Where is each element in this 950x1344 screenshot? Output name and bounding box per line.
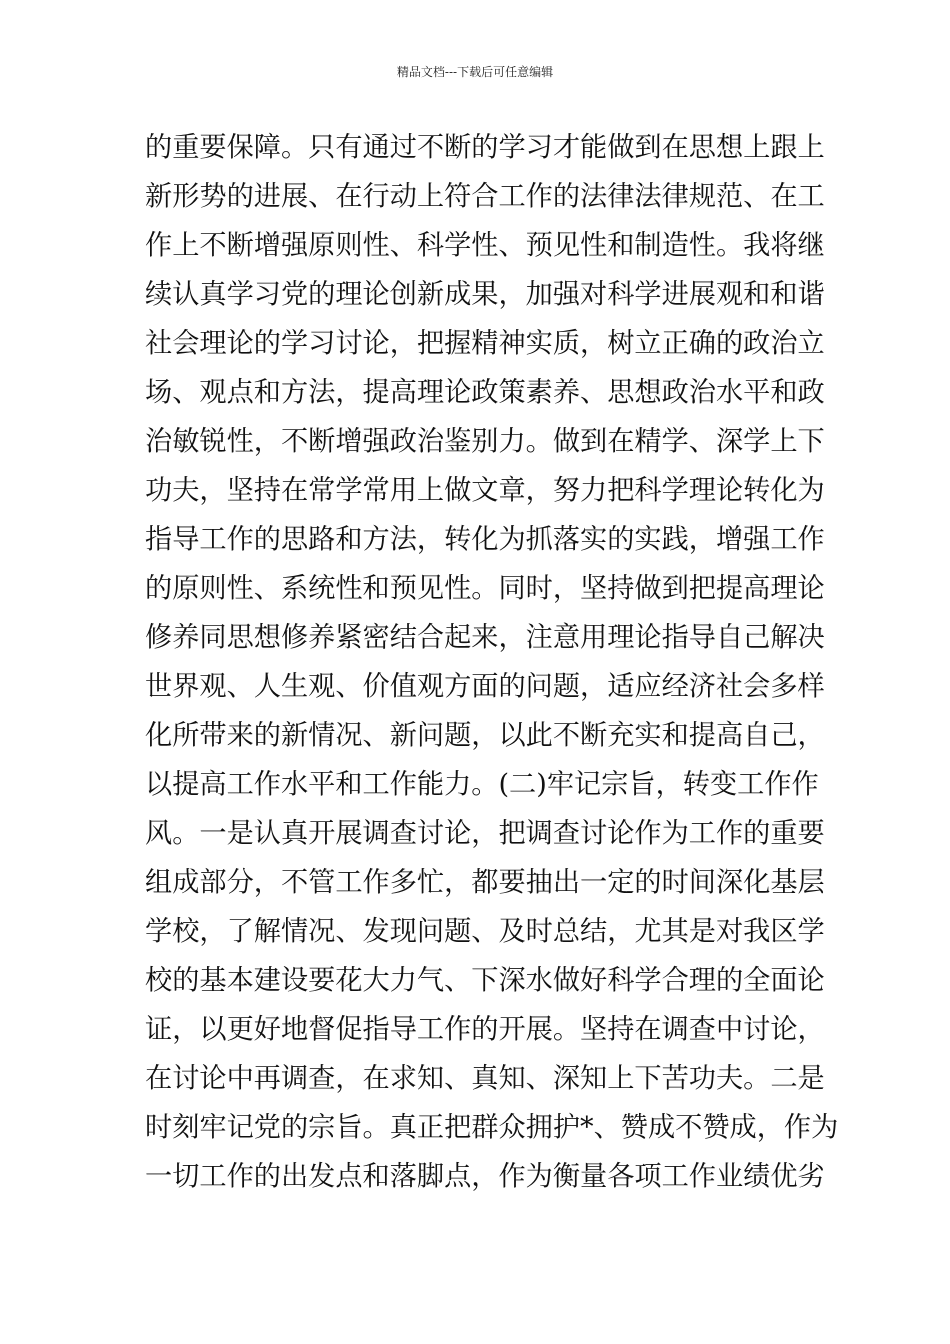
text-line: 化所带来的新情况、新问题，以此不断充实和提高自己， (145, 720, 825, 751)
text-line: 指导工作的思路和方法，转化为抓落实的实践，增强工作 (145, 524, 825, 555)
text-line: 组成部分，不管工作多忙，都要抽出一定的时间深化基层 (145, 867, 825, 898)
text-line: 风。一是认真开展调查讨论，把调查讨论作为工作的重要 (145, 818, 825, 849)
text-line: 的重要保障。只有通过不断的学习才能做到在思想上跟上 (145, 132, 825, 163)
text-line: 时刻牢记党的宗旨。真正把群众拥护*、赞成不赞成，作为 (145, 1112, 839, 1143)
text-line: 校的基本建设要花大力气、下深水做好科学合理的全面论 (145, 965, 825, 996)
body-text (145, 123, 839, 1201)
text-line: 世界观、人生观、价值观方面的问题，适应经济社会多样 (145, 671, 825, 702)
text-line: 治敏锐性，不断增强政治鉴别力。做到在精学、深学上下 (145, 426, 825, 457)
page-header: 精品文档---下载后可任意编辑 (396, 65, 554, 79)
text-line: 新形势的进展、在行动上符合工作的法律法律规范、在工 (145, 181, 825, 212)
text-line: 续认真学习党的理论创新成果，加强对科学进展观和和谐 (145, 279, 825, 310)
text-line: 作上不断增强原则性、科学性、预见性和制造性。我将继 (145, 230, 825, 261)
text-line: 场、观点和方法，提高理论政策素养、思想政治水平和政 (145, 377, 825, 408)
text-line: 以提高工作水平和工作能力。(二)牢记宗旨，转变工作作 (145, 769, 819, 800)
text-line: 一切工作的出发点和落脚点，作为衡量各项工作业绩优劣 (145, 1161, 825, 1192)
text-line: 学校，了解情况、发现问题、及时总结，尤其是对我区学 (145, 916, 825, 947)
text-line: 的原则性、系统性和预见性。同时，坚持做到把提高理论 (145, 573, 825, 604)
text-line: 修养同思想修养紧密结合起来，注意用理论指导自己解决 (145, 622, 825, 653)
text-line: 在讨论中再调查，在求知、真知、深知上下苦功夫。二是 (145, 1063, 825, 1094)
text-line: 功夫，坚持在常学常用上做文章，努力把科学理论转化为 (145, 475, 825, 506)
text-line: 社会理论的学习讨论，把握精神实质，树立正确的政治立 (145, 328, 825, 359)
text-line: 证，以更好地督促指导工作的开展。坚持在调查中讨论， (145, 1014, 825, 1045)
